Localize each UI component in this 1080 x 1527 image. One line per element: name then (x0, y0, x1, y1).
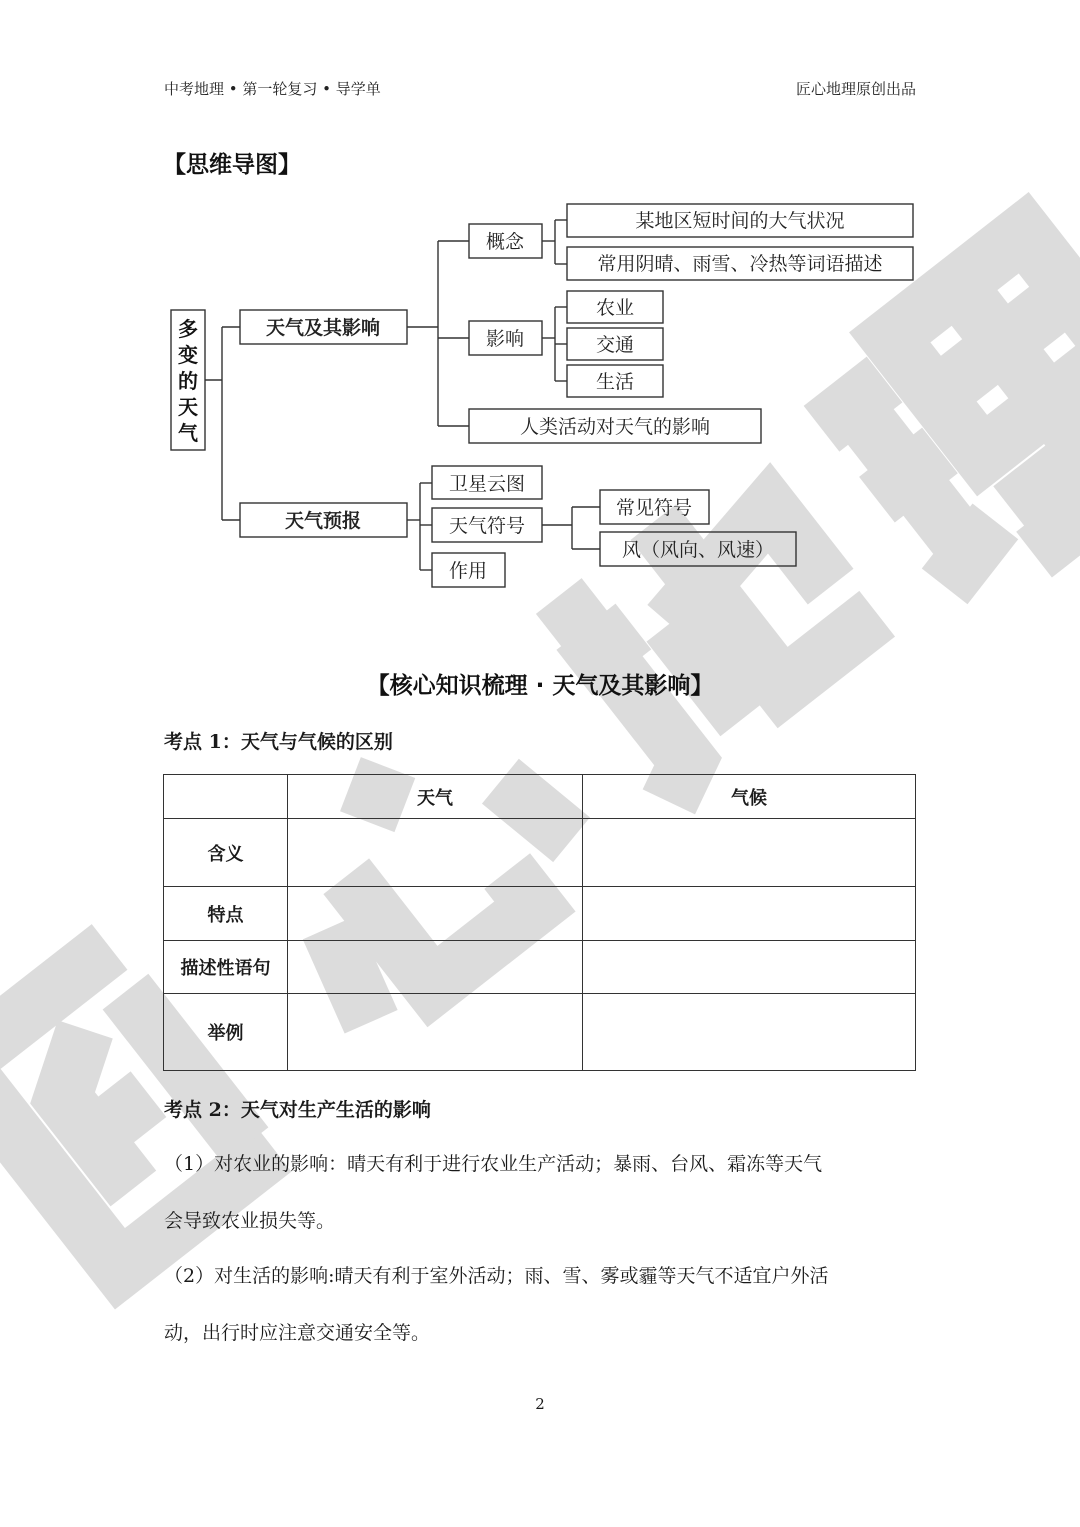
cell-weather-blank[interactable] (288, 819, 583, 887)
cell-climate-blank[interactable] (583, 941, 916, 994)
point2-p2-line2: 动，出行时应注意交通安全等。 (164, 1322, 431, 1344)
mm-use: 作用 (448, 560, 488, 582)
table-row (164, 941, 916, 994)
cell-climate-blank[interactable] (583, 819, 916, 887)
mm-human: 人类活动对天气的影响 (519, 416, 711, 438)
cell-weather-blank[interactable] (288, 994, 583, 1071)
page-number: 2 (535, 1395, 545, 1413)
point2-paragraph-2 (164, 1248, 916, 1362)
point2-title: 考点 2：天气对生产生活的影响 (164, 1099, 431, 1121)
header-left: 中考地理 • 第一轮复习 • 导学单 (164, 80, 381, 98)
table-row (164, 994, 916, 1071)
row-label-features: 特点 (164, 887, 288, 941)
table-header-climate: 气候 (583, 775, 916, 819)
mm-life: 生活 (595, 371, 635, 393)
mm-root-char: 天 (178, 395, 198, 419)
mm-wind: 风（风向、风速） (621, 539, 775, 561)
row-label-meaning: 含义 (164, 819, 288, 887)
mm-traffic: 交通 (595, 334, 635, 356)
mm-branch2: 天气预报 (284, 510, 362, 532)
cell-climate-blank[interactable] (583, 994, 916, 1071)
cell-weather-blank[interactable] (288, 887, 583, 941)
mm-concept: 概念 (485, 231, 525, 253)
table-header-weather: 天气 (288, 775, 583, 819)
mm-root-char: 的 (178, 369, 198, 393)
weather-climate-table (163, 774, 916, 1071)
table-corner-cell (164, 775, 288, 819)
table-row (164, 887, 916, 941)
cell-climate-blank[interactable] (583, 887, 916, 941)
point2-p1-line1: （1）对农业的影响：晴天有利于进行农业生产活动；暴雨、台风、霜冻等天气 (164, 1153, 823, 1175)
row-label-examples: 举例 (164, 994, 288, 1071)
cell-weather-blank[interactable] (288, 941, 583, 994)
mm-root-char: 变 (178, 343, 198, 367)
mm-root-char: 多 (178, 317, 198, 341)
mm-satellite: 卫星云图 (448, 473, 526, 495)
mindmap-heading: 【思维导图】 (163, 152, 301, 178)
mm-common-symbols: 常见符号 (615, 497, 693, 519)
mm-concept-def2: 常用阴晴、雨雪、冷热等词语描述 (597, 253, 883, 275)
mm-concept-def1: 某地区短时间的大气状况 (635, 210, 845, 232)
mind-map (0, 0, 1080, 620)
point2-p2-line1: （2）对生活的影响:晴天有利于室外活动；雨、雪、雾或霾等天气不适宜户外活 (164, 1265, 829, 1287)
table-header-row (164, 775, 916, 819)
section-title: 【核心知识梳理 · 天气及其影响】 (366, 673, 714, 699)
row-label-descriptive: 描述性语句 (164, 941, 288, 994)
mm-root-char: 气 (178, 421, 198, 445)
point1-title: 考点 1：天气与气候的区别 (164, 731, 393, 753)
mm-symbols: 天气符号 (448, 515, 526, 537)
mm-branch1: 天气及其影响 (265, 317, 381, 339)
header-right: 匠心地理原创出品 (795, 80, 916, 98)
point2-paragraph-1 (164, 1136, 916, 1250)
mm-influence: 影响 (485, 328, 525, 350)
mind-map-svg (0, 0, 1080, 620)
table-row (164, 819, 916, 887)
point2-p1-line2: 会导致农业损失等。 (164, 1210, 336, 1232)
mm-agri: 农业 (595, 297, 635, 319)
